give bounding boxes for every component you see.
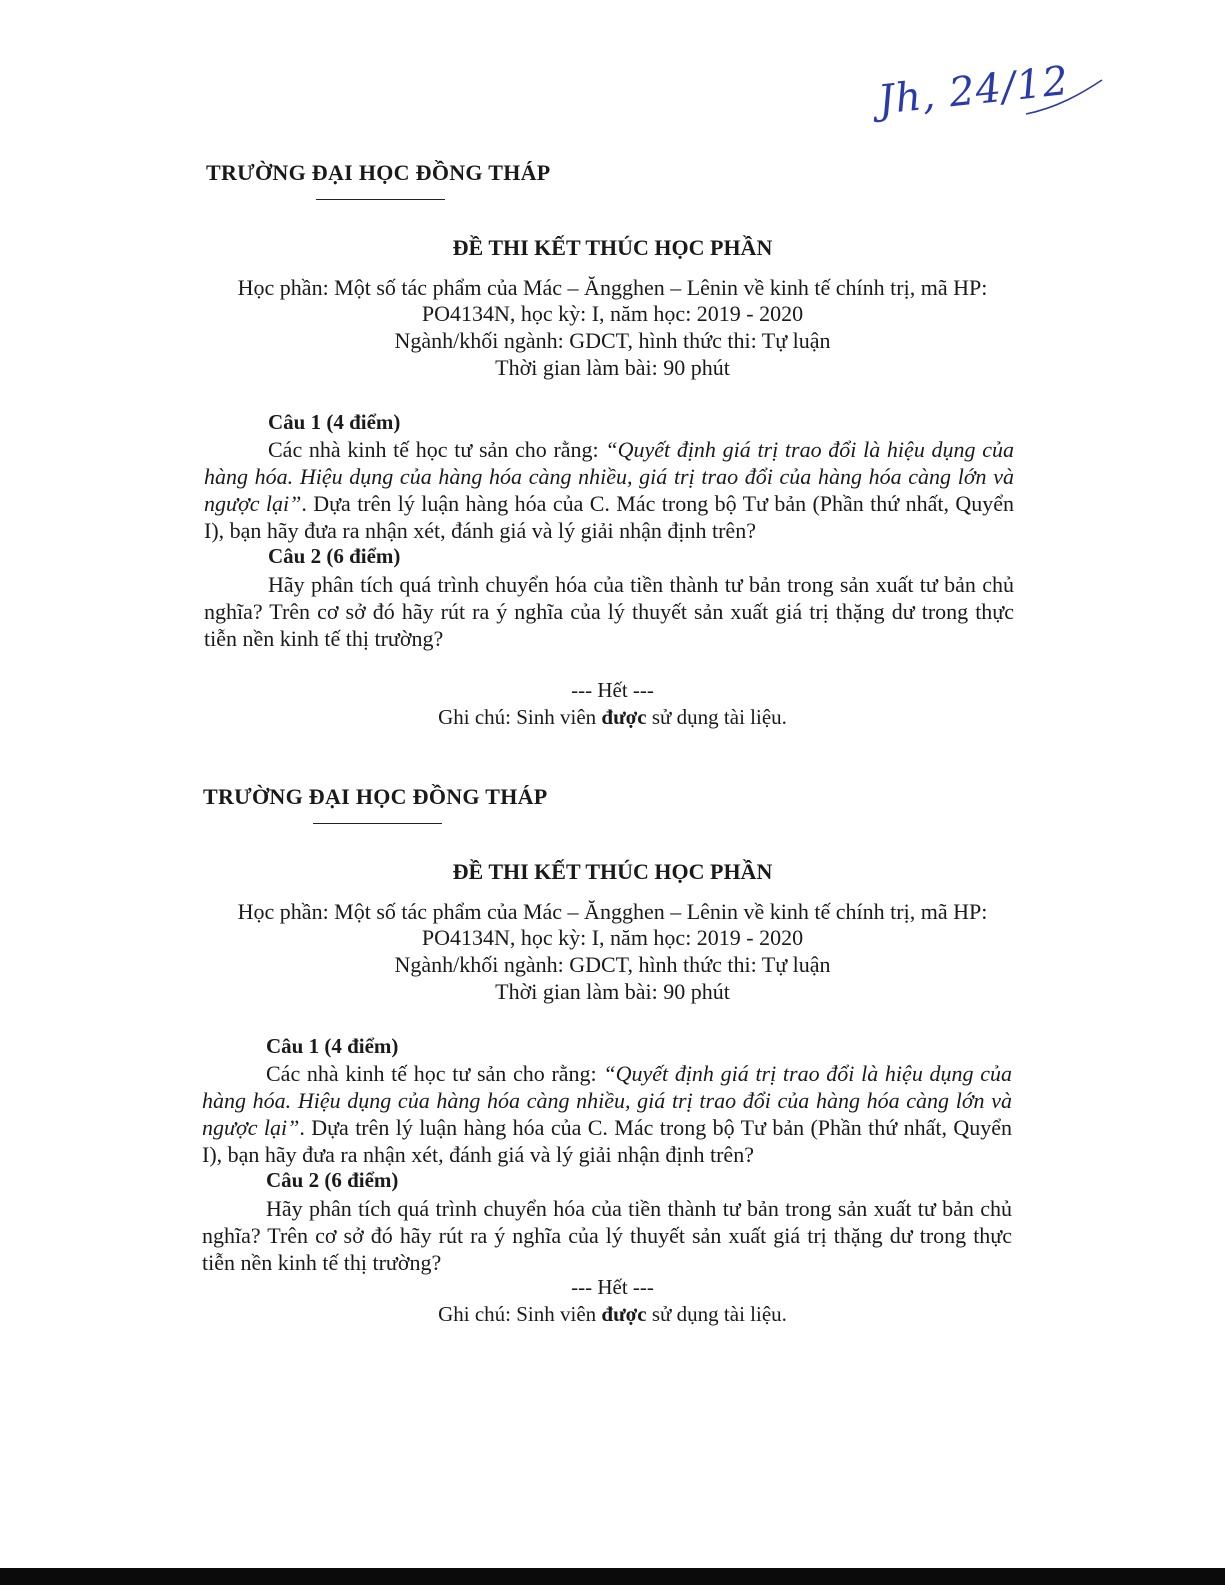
end-marker: --- Hết --- (571, 1275, 654, 1299)
question-1-heading: Câu 1 (4 điểm) (268, 410, 401, 434)
question-2-heading: Câu 2 (6 điểm) (266, 1168, 399, 1192)
major-line: Ngành/khối ngành: GDCT, hình thức thi: Tự luận (394, 952, 831, 977)
note-bold: được (601, 1302, 647, 1326)
duration-line: Thời gian làm bài: 90 phút (495, 355, 730, 380)
scan-border (0, 1568, 1225, 1585)
question-1-rest: . Dựa trên lý luận hàng hóa của C. Mác trong bộ Tư bản (Phần thứ nhất, Quyển I), bạn hãy đưa ra nhận xét, đánh giá và lý giải nhận định trên? (204, 491, 1015, 543)
question-1-rest: . Dựa trên lý luận hàng hóa của C. Mác trong bộ Tư bản (Phần thứ nhất, Quyển I), bạn hãy đưa ra nhận xét, đánh giá và lý giải nhận định trên? (202, 1115, 1013, 1167)
question-1-quote: “Quyết định giá trị trao đổi là hiệu dụng của hàng hóa. Hiệu dụng của hàng hóa càng nhiều, giá trị trao đổi của hàng hóa càng lớn và ngược lại” (202, 1061, 1012, 1140)
question-1-lead: Các nhà kinh tế học tư sản cho rằng: (268, 437, 606, 462)
handwritten-note: Jh, 24/12 (876, 57, 1072, 124)
note-text-end: sử dụng tài liệu. (646, 705, 787, 729)
exam-note (0, 705, 1225, 730)
handwritten-flourish (876, 78, 1106, 158)
question-1-text (204, 436, 1014, 544)
school-name: TRƯỜNG ĐẠI HỌC ĐỒNG THÁP (206, 160, 551, 185)
question-2-text: Hãy phân tích quá trình chuyển hóa của tiền thành tư bản trong sản xuất tư bản chủ nghĩa? Trên cơ sở đó hãy rút ra ý nghĩa của lý thuyết sản xuất giá trị thặng dư trong thực tiễn nền kinh tế thị trường? (202, 1196, 1012, 1275)
end-marker: --- Hết --- (571, 678, 654, 702)
exam-title: ĐỀ THI KẾT THÚC HỌC PHẦN (452, 235, 773, 260)
question-2-heading: Câu 2 (6 điểm) (268, 544, 401, 568)
major-line: Ngành/khối ngành: GDCT, hình thức thi: Tự luận (394, 328, 831, 353)
school-underline (316, 199, 445, 200)
question-2-text: Hãy phân tích quá trình chuyển hóa của tiền thành tư bản trong sản xuất tư bản chủ nghĩa? Trên cơ sở đó hãy rút ra ý nghĩa của lý thuyết sản xuất giá trị thặng dư trong thực tiễn nền kinh tế thị trường? (204, 572, 1014, 651)
note-bold: được (601, 705, 647, 729)
exam-note (0, 1302, 1225, 1327)
question-1-lead: Các nhà kinh tế học tư sản cho rằng: (266, 1061, 604, 1086)
school-name: TRƯỜNG ĐẠI HỌC ĐỒNG THÁP (203, 784, 548, 809)
note-text: Ghi chú: Sinh viên (438, 1302, 602, 1326)
exam-title: ĐỀ THI KẾT THÚC HỌC PHẦN (452, 859, 773, 884)
question-1-quote: “Quyết định giá trị trao đổi là hiệu dụng của hàng hóa. Hiệu dụng của hàng hóa càng nhiều, giá trị trao đổi của hàng hóa càng lớn và ngược lại” (204, 437, 1014, 516)
course-code-line: PO4134N, học kỳ: I, năm học: 2019 - 2020 (421, 925, 804, 950)
course-line: Học phần: Một số tác phẩm của Mác – Ăngghen – Lênin về kinh tế chính trị, mã HP: (237, 275, 988, 300)
course-code-line: PO4134N, học kỳ: I, năm học: 2019 - 2020 (421, 301, 804, 326)
duration-line: Thời gian làm bài: 90 phút (495, 979, 730, 1004)
course-line: Học phần: Một số tác phẩm của Mác – Ăngghen – Lênin về kinh tế chính trị, mã HP: (237, 899, 988, 924)
question-1-heading: Câu 1 (4 điểm) (266, 1034, 399, 1058)
school-underline (313, 823, 442, 824)
note-text-end: sử dụng tài liệu. (646, 1302, 787, 1326)
question-1-text (202, 1060, 1012, 1168)
handwritten-annotation (876, 57, 1106, 158)
note-text: Ghi chú: Sinh viên (438, 705, 602, 729)
